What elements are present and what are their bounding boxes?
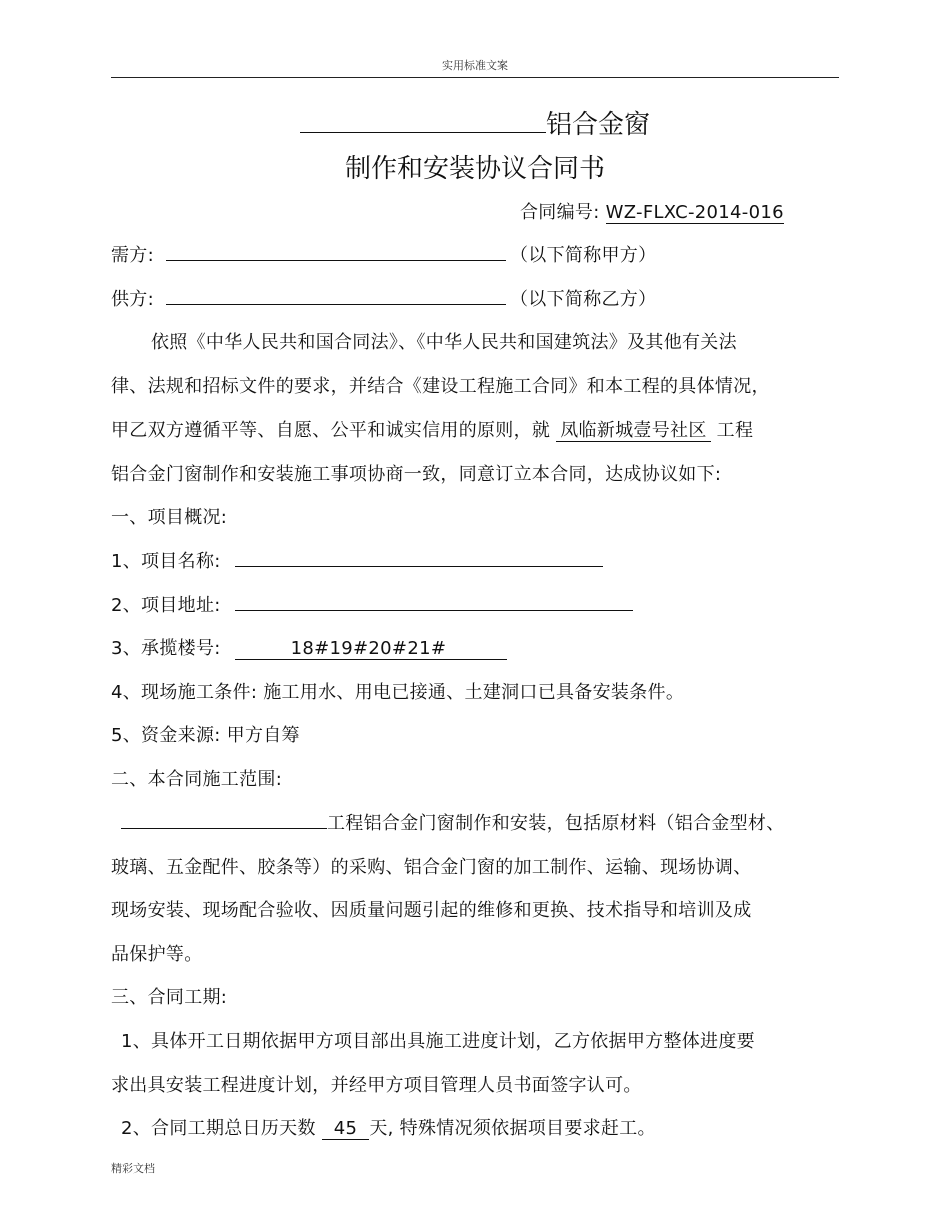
buyer-note: （以下简称甲方） <box>510 245 657 266</box>
project-name-label: 1、项目名称: <box>111 551 221 572</box>
intro-line-3-post: 工程 <box>716 420 754 441</box>
supplier-note: （以下简称乙方） <box>510 289 657 310</box>
scope-line-3: 现场安装、现场配合验收、因质量问题引起的维修和更换、技术指导和培训及成 <box>111 900 752 921</box>
supplier-blank <box>166 286 506 305</box>
title-line-1 <box>0 104 950 141</box>
title-blank <box>300 108 546 133</box>
scope-line-1 <box>121 809 785 835</box>
scope-line-1-text: 工程铝合金门窗制作和安装，包括原材料（铝合金型材、 <box>327 813 785 834</box>
scope-line-4: 品保护等。 <box>111 944 203 965</box>
section-3-heading: 三、合同工期: <box>111 987 228 1008</box>
project-name: 凤临新城壹号社区 <box>556 420 710 442</box>
building-numbers-item <box>111 634 507 660</box>
page-footer: 精彩文档 <box>111 1162 155 1175</box>
project-name-item <box>111 547 603 573</box>
title-text-1: 铝合金窗 <box>545 110 650 140</box>
schedule-item-2-pre: 2、合同工期总日历天数 <box>121 1118 316 1139</box>
section-1-heading: 一、项目概况: <box>111 507 228 528</box>
schedule-item-1-line-1: 1、具体开工日期依据甲方项目部出具施工进度计划，乙方依据甲方整体进度要 <box>121 1031 755 1052</box>
schedule-days: 45 <box>322 1118 370 1140</box>
building-numbers-label: 3、承揽楼号: <box>111 638 221 659</box>
supplier-line <box>111 285 656 311</box>
intro-line-1: 依照《中华人民共和国合同法》、《中华人民共和国建筑法》及其他有关法 <box>151 332 737 353</box>
section-2-heading: 二、本合同施工范围: <box>111 769 283 790</box>
intro-line-3 <box>111 416 753 442</box>
project-address-label: 2、项目地址: <box>111 595 221 616</box>
page-header: 实用标准文案 <box>442 59 508 72</box>
contract-number <box>520 198 784 224</box>
contract-number-label: 合同编号: <box>520 202 600 223</box>
schedule-item-1-line-2: 求出具安装工程进度计划，并经甲方项目管理人员书面签字认可。 <box>111 1075 642 1096</box>
scope-line-2: 玻璃、五金配件、胶条等）的采购、铝合金门窗的加工制作、运输、现场协调、 <box>111 857 752 878</box>
building-numbers-value: 18#19#20#21# <box>235 638 507 660</box>
buyer-label: 需方: <box>111 245 154 266</box>
project-address-blank <box>235 592 633 611</box>
funding-source-item: 5、资金来源: 甲方自筹 <box>111 725 300 746</box>
contract-number-value: WZ-FLXC-2014-016 <box>605 202 784 223</box>
site-conditions-item: 4、现场施工条件: 施工用水、用电已接通、土建洞口已具备安装条件。 <box>111 682 685 703</box>
schedule-item-2-post: 天, 特殊情况须依据项目要求赶工。 <box>369 1118 656 1139</box>
buyer-line <box>111 241 656 267</box>
intro-line-3-pre: 甲乙双方遵循平等、自愿、公平和诚实信用的原则，就 <box>111 420 551 441</box>
header-rule <box>111 77 839 78</box>
intro-line-2: 律、法规和招标文件的要求，并结合《建设工程施工合同》和本工程的具体情况， <box>111 376 770 397</box>
project-address-item <box>111 591 633 617</box>
schedule-item-2 <box>121 1114 656 1140</box>
intro-line-4: 铝合金门窗制作和安装施工事项协商一致，同意订立本合同，达成协议如下: <box>111 464 722 485</box>
buyer-blank <box>166 242 506 261</box>
project-name-blank <box>235 548 603 567</box>
scope-blank <box>121 810 327 829</box>
supplier-label: 供方: <box>111 289 154 310</box>
title-line-2: 制作和安装协议合同书 <box>344 154 605 184</box>
